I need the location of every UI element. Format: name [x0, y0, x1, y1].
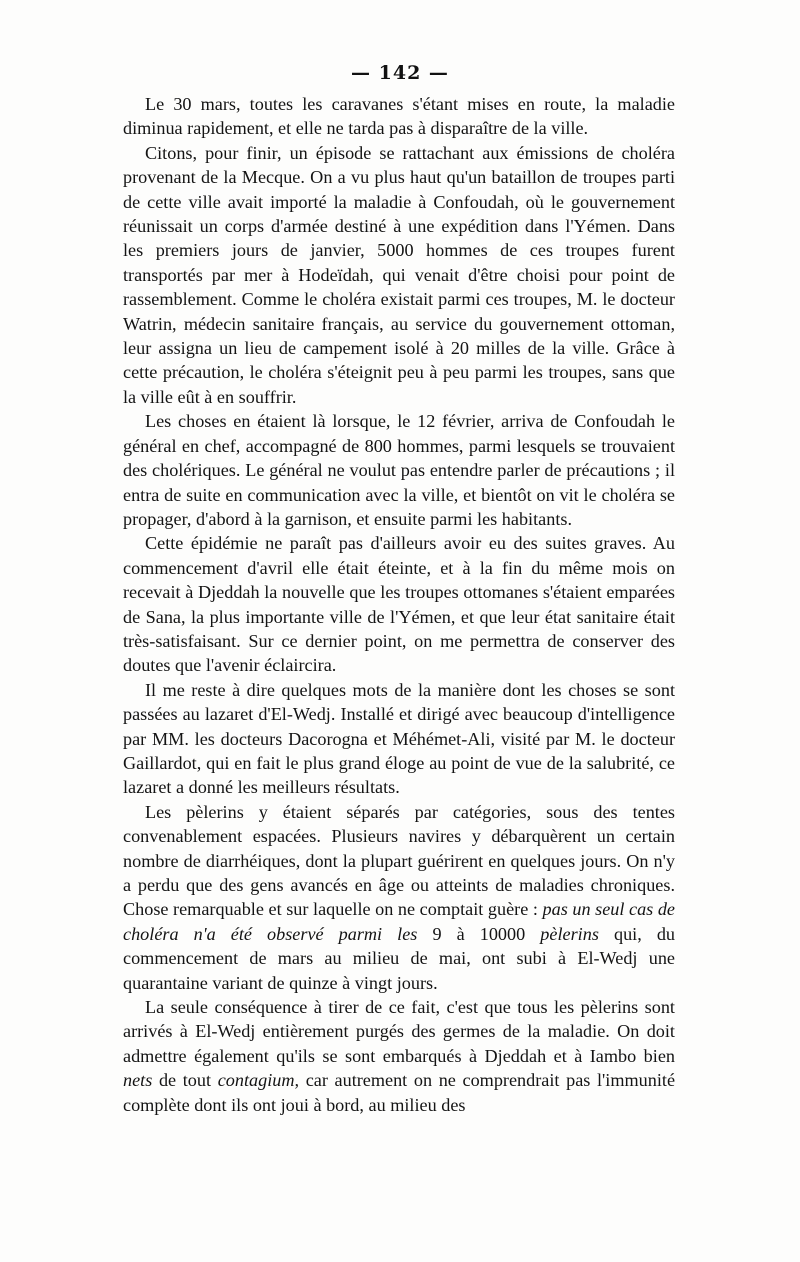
page-number: — 142 —: [351, 62, 449, 84]
paragraph-6-text-b: 9 à 10000: [432, 923, 526, 944]
paragraph-3: Les choses en étaient là lorsque, le 12 février, arriva de Confoudah le général en chef, accompagné de 800 hommes, parmi lesquels se trouvaient des cholériques. Le général ne voulut pas entendre parler de précautions ; il entra de suite en communication avec la ville, et bientôt on vit le choléra se propager, d'abord à la garnison, et ensuite parmi les habitants.: [123, 411, 675, 529]
paragraph-7-text-c: car autrement on ne comprendrait pas l'immunité complète dont ils ont joui à bord, au milieu des: [123, 1070, 676, 1115]
paragraph-2: Citons, pour finir, un épisode se rattachant aux émissions de choléra provenant de la Mecque. On a vu plus haut qu'un bataillon de troupes parti de cette ville avait importé la maladie à Confoudah, où le gouvernement réunissait un corps d'armée destiné à une expédition dans l'Yémen. Dans les premiers jours de janvier, 5000 hommes de ces troupes furent transportés par mer à Hodeïdah, qui venait d'être choisi pour point de rassemblement. Comme le choléra existait parmi ces troupes, M. le docteur Watrin, médecin sanitaire français, au service du gouvernement ottoman, leur assigna un lieu de campement isolé à 20 milles de la ville. Grâce à cette précaution, le choléra s'éteignit peu à peu parmi les troupes, sans que la ville eût à en souffrir.: [123, 142, 675, 407]
paragraph-5: Il me reste à dire quelques mots de la manière dont les choses se sont passées au lazaret d'El-Wedj. Installé et dirigé avec beaucoup d'intelligence par MM. les docteurs Dacorogna et Méhémet-Ali, visité par M. le docteur Gaillardot, qui en fait le plus grand éloge au point de vue de la salubrité, ce lazaret a donné les meilleurs résultats.: [123, 679, 675, 798]
body-text: [123, 92, 675, 1117]
paragraph-6-italic-a: pas un seul cas de choléra n'a été observé parmi les: [123, 899, 675, 944]
paragraph-1: Le 30 mars, toutes les caravanes s'étant mises en route, la maladie diminua rapidement, et elle ne tarda pas à disparaître de la ville.: [123, 94, 675, 139]
paragraph-6-text-a: Les pèlerins y étaient séparés par catégories, sous des tentes convenablement espacées. Plusieurs navires y débarquèrent un certain nombre de diarrhéiques, dont la plupart guérirent en quelques jours. On n'y a perdu que des gens avancés en âge ou atteints de maladies chroniques. Chose remarquable et sur laquelle on ne comptait guère :: [123, 801, 675, 920]
paragraph-7-italic-b: contagium,: [217, 1070, 300, 1091]
paragraph-7-text-a: La seule conséquence à tirer de ce fait, c'est que tous les pèlerins sont arrivés à El-Wedj entièrement purgés des germes de la maladie. On doit admettre également qu'ils se sont embarqués à Djeddah et à Iambo bien: [123, 997, 675, 1066]
paragraph-7-italic-a: nets: [123, 1070, 153, 1091]
paragraph-6: [123, 800, 675, 995]
paragraph-6-text-c: qui, du commencement de mars au milieu de mai, ont subi à El-Wedj une quarantaine variant de quinze à vingt jours.: [123, 923, 676, 993]
paragraph-4: Cette épidémie ne paraît pas d'ailleurs avoir eu des suites graves. Au commencement d'avril elle était éteinte, et à la fin du même mois on recevait à Djeddah la nouvelle que les troupes ottomanes s'étaient emparées de Sana, la plus importante ville de l'Yémen, et que leur état sanitaire était très-satisfaisant. Sur ce dernier point, on me permettra de conserver des doutes que l'avenir éclaircira.: [123, 533, 675, 676]
paragraph-7-text-b: de tout: [158, 1070, 212, 1091]
paragraph-7: [123, 995, 675, 1117]
paragraph-6-italic-b: pèlerins: [540, 923, 599, 944]
